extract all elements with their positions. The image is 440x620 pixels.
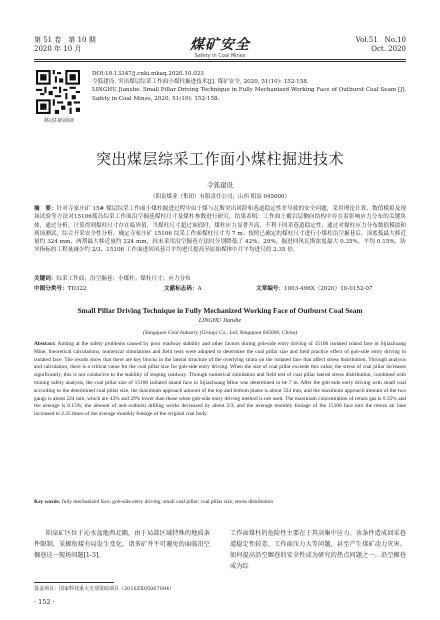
funding-footnote: 基金项目：国家科技重大专项资助项目（2016ZX05067004） bbox=[34, 586, 175, 592]
citation-block bbox=[92, 70, 408, 103]
keywords-cn-label: 关键词： bbox=[34, 276, 57, 282]
footnote-rule bbox=[34, 582, 114, 583]
journal-logo-en: Safety in Coal Mines bbox=[194, 53, 246, 59]
article-title-cn: 突出煤层综采工作面小煤柱掘进技术 bbox=[95, 150, 344, 168]
keywords-cn bbox=[34, 275, 406, 283]
abstract-en-label: Abstract: bbox=[34, 341, 56, 347]
header-rule bbox=[34, 59, 406, 60]
abstract-en bbox=[34, 341, 406, 419]
doi[interactable]: DOI:10.13347/j.cnki.mkaq.2020.10.023 bbox=[92, 71, 204, 77]
page-number: · 152 · bbox=[34, 598, 55, 606]
volume-en: Vol.51 No.10 bbox=[355, 36, 406, 44]
article-title-en: Small Pillar Driving Technique in Fully Mechanized Working Face of Outburst Coal Seam bbox=[77, 306, 363, 315]
body-column-right: 工作面煤柱的危险性主要在于其高集中应力。该条件造成回采巷道稳定性较差、工作面压力大等问题，甚至产生煤矿动力灾害。如何提高沿空掘巷的安全性成为研究的热点问题之一。沿空掘巷成为综 bbox=[230, 530, 406, 570]
body-column-left: 阳泉矿区位于沁水盆地西北隅，由于局部区域特殊的地质条件限制，采掘衔接有局发生变化，诸多矿井不可避免的面临沿空掘巷这一现场问题[1-3]。 bbox=[34, 530, 210, 559]
affiliation-cn: （阳泉煤业（集团）有限责任公司，山西 阳泉 045000） bbox=[150, 194, 290, 200]
keywords-cn-text: 综采工作面；沿空掘巷；小煤柱；煤柱尺寸；应力分布 bbox=[56, 276, 191, 282]
author-cn: 令狐建设 bbox=[207, 181, 233, 189]
abstract-en-text: Aiming at the safety problems caused by poor roadway stability and other factors during gob-side entry driving of 15106 isolated island face in Sijiazhuang Mine, theoretical calculations, numerical simulations and field tests were adopted to determine the coal pillar size and field practice effect of gob-side entry driving in isolated face. The results show that there are key blocks in the lateral structure of the overlying strata on the isolated face that affect stress distribution. Through analysis and calculation, there is a critical value for the coal pillar size for gob-side entry driving. When the size of coal pillar exceeds this value, the stress of coal pillar increases significantly, this is not conducive to the stability of stoping roadway. Through numerical simulation and field test of coal pillar lateral stress distribution, combined with mining safety analysis, the coal pillar size of 15106 isolated island face in Sijiazhuang Mine was determined to be 7 m. After the gob-side entry driving with small coal according to the determined coal pillar size, the maximum approach amount of the top and bottom plates is about 324 mm, and the maximum approach amount of the two gangs is about 224 mm, which are 42% and 29% lower than those when gob-side entry driving method is not used. The maximum concentration of return gas is 0.35% and the average is 0.15%, the amount of anti-outburst drilling works decreased by about 2/3, and the average monthly footage of the 15106 face into the return air lane increased to 2.35 times of the average monthly footage of the original coal body. bbox=[34, 341, 406, 418]
clc-code: 中图分类号：TD322 bbox=[34, 286, 87, 292]
abstract-cn-label: 摘 要： bbox=[34, 206, 57, 212]
abstract-cn-text: 针对寺家庄矿 15# 煤层综采工作面小煤柱掘进过程中由于煤与瓦斯突出风险和巷道稳定性差导致的安全问题，采用理论计算、数值模拟及现场试验等方法对15106孤岛综采工作面沿空掘巷煤柱尺寸及煤柱参数进行研究。结果表明：工作面上覆岩层侧向结构中存在着影响应力分布的关键块体，通过分析、计算得到煤柱尺寸存在临界值，当煤柱尺寸超过该值时，煤柱应力显著升高，不利于回采巷道稳定性；通过对煤柱应力分布数值模拟和现场测试，综合开采安全性分析，确定寺家庄矿 15106 综采工作面煤柱尺寸为 7 m；按照已确定的煤柱尺寸进行小煤柱沿空掘巷后，顶底板最大移近量约 324 mm，两帮最大移近量约 224 mm，较未采用沿空掘巷方法时分别降低了 42%、29%，掘进回风瓦斯浓度最大 0.35%，平均 0.15%，防突指标的工程量减少约 2/3，15106 工作面进回风巷月平均进尺提高至原始煤体中月平均进尺的 2.35 倍。 bbox=[34, 206, 406, 254]
qr-caption: 移动扫码阅读 bbox=[43, 118, 74, 124]
document-code: 文献标志码：A bbox=[164, 286, 202, 292]
date-cn: 2020 年 10 月 bbox=[34, 45, 82, 53]
keywords-en bbox=[34, 499, 406, 507]
citation-en: LINGHU Jianshe. Small Pillar Driving Technique in Fully Mechanized Working Face of Outburst Coal Seam [J]. Safety in Coal Mines, 2020, 51(10): 152-158. bbox=[92, 87, 407, 102]
header-rule-thin bbox=[34, 61, 406, 62]
abstract-cn bbox=[34, 205, 406, 255]
keywords-en-label: Key words: bbox=[34, 499, 61, 505]
keywords-en-text: fully mechanized face; gob-side entry driving; small coal pillar; coal pillar size; stress distribution bbox=[61, 499, 274, 505]
issue-info-en bbox=[356, 36, 406, 54]
article-number: 文章编号：1003-496X（2020）10-0152-07 bbox=[256, 286, 373, 292]
date-en: Oct. 2020 bbox=[371, 45, 406, 53]
affiliation-en: (Yangquan Coal Industry (Group) Co., Ltd, Yangquan 045000, China) bbox=[142, 330, 298, 336]
qr-code-icon[interactable] bbox=[36, 70, 80, 114]
journal-logo-cn: 煤矿安全 bbox=[190, 37, 250, 53]
volume-cn: 第 51 卷 第 10 期 bbox=[34, 36, 96, 44]
citation-cn: 令狐建设. 突出煤层综采工作面小煤柱掘进技术[J]. 煤矿安全, 2020, 51(10): 152-158. bbox=[92, 79, 309, 86]
author-en: LINGHU Jianshe bbox=[198, 318, 242, 324]
